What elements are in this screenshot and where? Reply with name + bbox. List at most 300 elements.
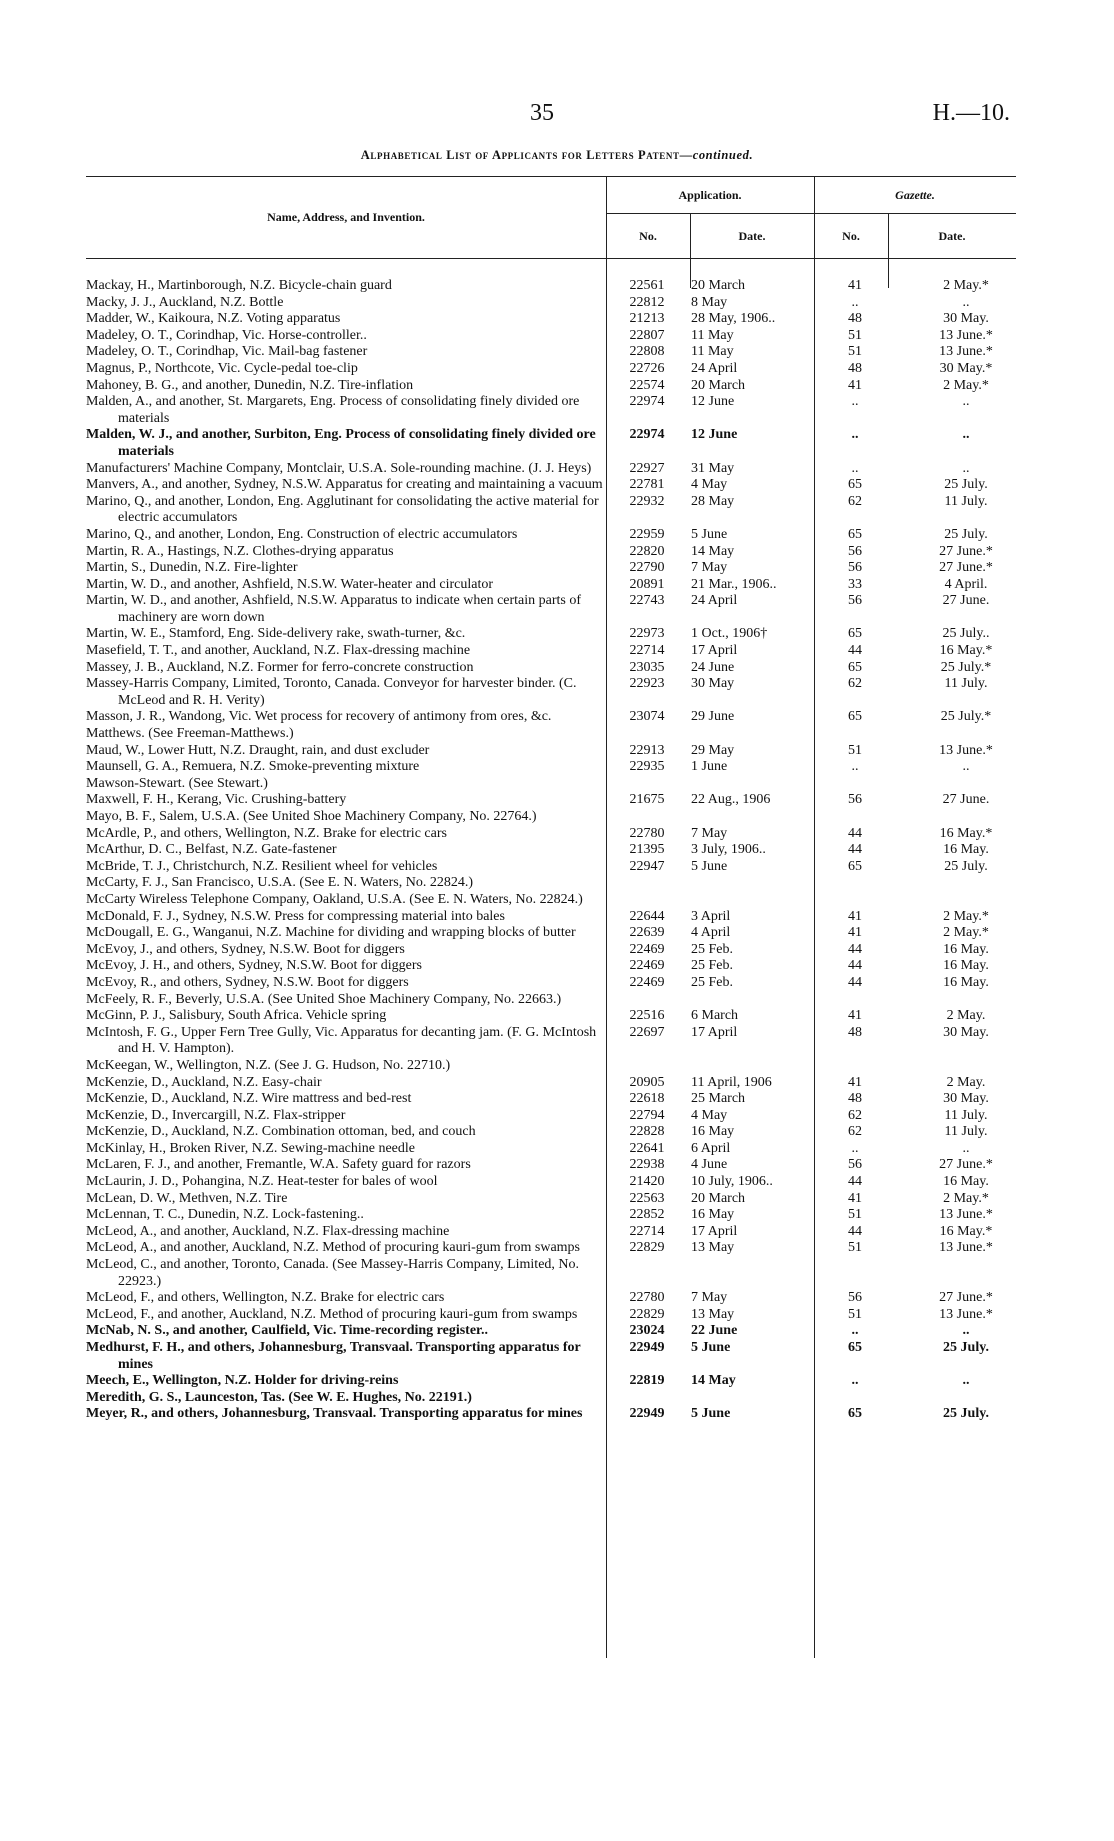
applicant-name: McLeod, F., and another, Auckland, N.Z. Method of procuring kauri-gum from swamps: [86, 1306, 578, 1322]
application-date: 6 March: [691, 1008, 739, 1024]
gazette-date: 13 June.*: [939, 344, 993, 360]
header-rule-bottom: [86, 258, 1016, 259]
gazette-number: ..: [851, 1373, 859, 1389]
table-row: [86, 1373, 1016, 1390]
gazette-number: 44: [848, 958, 862, 974]
gazette-date: 16 May.: [943, 1174, 989, 1190]
gazette-date: 13 June.*: [939, 742, 993, 758]
table-row: [86, 1025, 1016, 1058]
table-row: [86, 378, 1016, 395]
application-date: 5 June: [691, 858, 728, 874]
gazette-date: 30 May.: [943, 1091, 989, 1107]
gazette-date: 30 May.: [943, 1024, 989, 1040]
table-row: [86, 643, 1016, 660]
table-row: [86, 1157, 1016, 1174]
applicant-name: Maud, W., Lower Hutt, N.Z. Draught, rain, and dust excluder: [86, 742, 430, 758]
application-number: 22641: [629, 1140, 665, 1156]
table-row: [86, 1307, 1016, 1324]
table-row: [86, 1240, 1016, 1257]
applicant-name: Meyer, R., and others, Johannesburg, Transvaal. Transporting apparatus for mines: [86, 1406, 583, 1422]
gazette-number: 56: [848, 1157, 862, 1173]
table-row: [86, 527, 1016, 544]
gazette-date: 2 May.: [946, 1008, 986, 1024]
application-number: 22812: [629, 294, 665, 310]
table-row: [86, 1340, 1016, 1373]
gazette-date: ..: [962, 759, 970, 775]
table-row: [86, 560, 1016, 577]
gazette-date: 4 April.: [944, 576, 988, 592]
applicant-name: Madeley, O. T., Corindhap, Vic. Mail-bag fastener: [86, 344, 368, 360]
table-row: [86, 875, 1016, 892]
table-row: [86, 461, 1016, 478]
applicant-name: Mahoney, B. G., and another, Dunedin, N.Z. Tire-inflation: [86, 377, 414, 393]
gazette-date: 16 May.: [943, 958, 989, 974]
application-date: 7 May: [691, 560, 728, 576]
applicant-name: McGinn, P. J., Salisbury, South Africa. Vehicle spring: [86, 1008, 387, 1024]
table-row: [86, 726, 1016, 743]
table-row: [86, 593, 1016, 626]
gazette-date: 16 May.: [943, 842, 989, 858]
applicant-name: Manvers, A., and another, Sydney, N.S.W. Apparatus for creating and maintaining a vacuum: [86, 477, 603, 493]
gazette-date: 25 July..: [942, 626, 990, 642]
header-subrule: [606, 213, 1016, 214]
gazette-date: 13 June.*: [939, 1240, 993, 1256]
application-number: 22469: [629, 974, 665, 990]
application-number: 22974: [629, 427, 665, 443]
application-number: 22469: [629, 958, 665, 974]
applicant-name: Malden, A., and another, St. Margarets, Eng. Process of consolidating finely divided ore materials: [86, 394, 580, 426]
application-date: 24 June: [691, 659, 735, 675]
table-row: [86, 909, 1016, 926]
table-row: [86, 427, 1016, 460]
application-date: 25 Feb.: [691, 958, 733, 974]
application-date: 8 May: [691, 294, 728, 310]
application-date: 28 May, 1906..: [691, 311, 776, 327]
application-date: 5 June: [691, 1406, 731, 1422]
table-row: [86, 1108, 1016, 1125]
gazette-number: 41: [848, 377, 862, 393]
gazette-date: 2 May.*: [943, 278, 989, 293]
application-date: 22 Aug., 1906: [691, 792, 771, 808]
gazette-date: 27 June.*: [939, 560, 993, 576]
application-number: 22927: [629, 460, 665, 476]
application-number: 22935: [629, 759, 665, 775]
application-date: 11 May: [691, 327, 734, 343]
applicants-table: [86, 278, 1016, 1423]
title-continued: continued.: [692, 148, 754, 162]
table-row: [86, 577, 1016, 594]
application-date: 12 June: [691, 427, 738, 443]
application-number: 22820: [629, 543, 665, 559]
application-date: 14 May: [691, 543, 735, 559]
application-number: 22829: [629, 1240, 665, 1256]
gazette-number: 56: [848, 593, 862, 609]
gazette-date: 27 June.: [942, 593, 990, 609]
application-date: 13 May: [691, 1240, 735, 1256]
application-date: 1 Oct., 1906†: [691, 626, 768, 642]
gazette-date: 27 June.: [942, 792, 990, 808]
applicant-name: McNab, N. S., and another, Caulfield, Vic. Time-recording register..: [86, 1323, 488, 1339]
table-row: [86, 1390, 1016, 1407]
application-number: 22574: [629, 377, 665, 393]
document-reference: H.—10.: [932, 100, 1010, 126]
applicant-name: Masson, J. R., Wandong, Vic. Wet process for recovery of antimony from ores, &c.: [86, 709, 552, 725]
table-row: [86, 1207, 1016, 1224]
applicant-name: McFeely, R. F., Beverly, U.S.A. (See United Shoe Machinery Company, No. 22663.): [86, 991, 562, 1007]
application-number: 22807: [629, 327, 665, 343]
gazette-number: 51: [848, 1207, 862, 1223]
gazette-number: ..: [851, 460, 859, 476]
applicant-name: Mayo, B. F., Salem, U.S.A. (See United Shoe Machinery Company, No. 22764.): [86, 809, 537, 824]
gazette-number: 44: [848, 825, 862, 841]
applicant-name: Matthews. (See Freeman-Matthews.): [86, 726, 294, 742]
application-date: 16 May: [691, 1124, 735, 1140]
gazette-date: 25 July.: [943, 1406, 989, 1422]
gazette-date: 25 July.*: [940, 709, 992, 725]
gazette-date: 11 July.: [944, 493, 988, 509]
gazette-number: 41: [848, 908, 862, 924]
gazette-date: ..: [962, 460, 970, 476]
application-number: 22938: [629, 1157, 665, 1173]
application-date: 17 April: [691, 643, 738, 659]
application-date: 20 March: [691, 1190, 746, 1206]
gazette-date: 25 July.: [943, 1340, 989, 1355]
gazette-date: 13 June.*: [939, 1306, 993, 1322]
gazette-date: ..: [962, 1323, 970, 1339]
gazette-number: 65: [848, 858, 862, 874]
application-number: 21420: [629, 1174, 665, 1190]
table-row: [86, 626, 1016, 643]
application-number: 21213: [629, 311, 665, 327]
gazette-number: 51: [848, 1306, 862, 1322]
gazette-number: 44: [848, 1223, 862, 1239]
application-date: 17 April: [691, 1223, 738, 1239]
gazette-number: ..: [851, 394, 859, 410]
application-date: 12 June: [691, 394, 735, 410]
gazette-date: 27 June.*: [939, 1290, 993, 1306]
table-row: [86, 743, 1016, 760]
application-date: 4 May: [691, 1107, 728, 1123]
table-row: [86, 709, 1016, 726]
gazette-number: 65: [848, 626, 862, 642]
application-date: 24 April: [691, 360, 738, 376]
application-number: 22561: [629, 278, 665, 293]
application-date: 24 April: [691, 593, 738, 609]
application-number: 23024: [629, 1323, 665, 1339]
gazette-date: 13 June.*: [939, 1207, 993, 1223]
gazette-date: 2 May.: [946, 1074, 986, 1090]
application-number: 22794: [629, 1107, 665, 1123]
table-row: [86, 892, 1016, 909]
applicant-name: McLaurin, J. D., Pohangina, N.Z. Heat-tester for bales of wool: [86, 1174, 438, 1190]
gazette-number: 65: [848, 1340, 862, 1355]
applicant-name: McCarty Wireless Telephone Company, Oakland, U.S.A. (See E. N. Waters, No. 22824.): [86, 891, 583, 907]
applicant-name: McIntosh, F. G., Upper Fern Tree Gully, Vic. Apparatus for decanting jam. (F. G. McIntosh and H. V. Hampton).: [86, 1024, 597, 1057]
table-row: [86, 295, 1016, 312]
application-date: 29 May: [691, 742, 735, 758]
applicant-name: McEvoy, J., and others, Sydney, N.S.W. Boot for diggers: [86, 941, 405, 957]
application-date: 4 May: [691, 477, 728, 493]
application-date: 4 June: [691, 1157, 728, 1173]
gazette-number: 56: [848, 543, 862, 559]
applicant-name: McKinlay, H., Broken River, N.Z. Sewing-machine needle: [86, 1140, 415, 1156]
gazette-number: 56: [848, 792, 862, 808]
applicant-name: McEvoy, J. H., and others, Sydney, N.S.W. Boot for diggers: [86, 958, 422, 974]
gazette-date: 13 June.*: [939, 327, 993, 343]
applicant-name: McDonald, F. J., Sydney, N.S.W. Press for compressing material into bales: [86, 908, 505, 924]
column-header-gazette: [814, 188, 1016, 203]
application-number: 22974: [629, 394, 665, 410]
application-number: 22829: [629, 1306, 665, 1322]
application-number: 22697: [629, 1024, 665, 1040]
application-number: 22743: [629, 593, 665, 609]
application-number: 22790: [629, 560, 665, 576]
gazette-number: 62: [848, 493, 862, 509]
table-row: [86, 477, 1016, 494]
table-row: [86, 859, 1016, 876]
gazette-number: 41: [848, 1074, 862, 1090]
application-number: 22852: [629, 1207, 665, 1223]
applicant-name: McLean, D. W., Methven, N.Z. Tire: [86, 1190, 288, 1206]
applicant-name: McLennan, T. C., Dunedin, N.Z. Lock-fastening..: [86, 1207, 364, 1223]
application-date: 28 May: [691, 493, 735, 509]
applicant-name: Martin, S., Dunedin, N.Z. Fire-lighter: [86, 560, 298, 576]
table-row: [86, 1141, 1016, 1158]
gazette-number: ..: [851, 1323, 859, 1339]
gazette-number: 44: [848, 1174, 862, 1190]
application-number: 22923: [629, 676, 665, 692]
table-row: [86, 394, 1016, 427]
application-number: 22828: [629, 1124, 665, 1140]
applicant-name: Manufacturers' Machine Company, Montclair, U.S.A. Sole-rounding machine. (J. J. Heys): [86, 460, 592, 476]
table-row: [86, 278, 1016, 295]
gazette-number: 56: [848, 1290, 862, 1306]
applicant-name: Malden, W. J., and another, Surbiton, Eng. Process of consolidating finely divided ore materials: [86, 427, 596, 459]
gazette-number: 41: [848, 278, 862, 293]
gazette-number: ..: [851, 759, 859, 775]
applicant-name: Meredith, G. S., Launceston, Tas. (See W. E. Hughes, No. 22191.): [86, 1389, 472, 1405]
gazette-number: ..: [851, 1140, 859, 1156]
gazette-date: 27 June.*: [939, 543, 993, 559]
gazette-date: ..: [962, 1373, 970, 1389]
gazette-date: 16 May.*: [939, 825, 993, 841]
gazette-number: 48: [848, 311, 862, 327]
application-date: 11 May: [691, 344, 734, 360]
application-date: 3 April: [691, 908, 731, 924]
application-number: 22639: [629, 925, 665, 941]
application-number: 22913: [629, 742, 665, 758]
application-number: 22932: [629, 493, 665, 509]
applicant-name: McKenzie, D., Auckland, N.Z. Easy-chair: [86, 1074, 322, 1090]
application-number: 20891: [629, 576, 665, 592]
gazette-number: 41: [848, 1190, 862, 1206]
application-number: 22469: [629, 941, 665, 957]
table-row: [86, 1290, 1016, 1307]
gazette-number: 65: [848, 1406, 862, 1422]
table-row: [86, 1091, 1016, 1108]
applicant-name: Mawson-Stewart. (See Stewart.): [86, 775, 268, 791]
application-number: 22959: [629, 526, 665, 542]
gazette-number: 44: [848, 941, 862, 957]
table-row: [86, 1257, 1016, 1290]
gazette-number: 44: [848, 974, 862, 990]
application-date: 6 April: [691, 1140, 731, 1156]
gazette-date: 25 July.: [944, 477, 988, 493]
application-date: 3 July, 1906..: [691, 842, 766, 858]
applicant-name: Medhurst, F. H., and others, Johannesburg, Transvaal. Transporting apparatus for mines: [86, 1340, 581, 1372]
column-header-gazette-no: No.: [842, 229, 860, 243]
table-row: [86, 826, 1016, 843]
table-row: [86, 1406, 1016, 1423]
application-date: 29 June: [691, 709, 735, 725]
applicant-name: Massey, J. B., Auckland, N.Z. Former for ferro-concrete construction: [86, 659, 474, 675]
applicant-name: Mackay, H., Martinborough, N.Z. Bicycle-chain guard: [86, 278, 392, 293]
application-number: 22781: [629, 477, 665, 493]
table-row: [86, 1224, 1016, 1241]
table-row: [86, 975, 1016, 992]
gazette-date: 11 July.: [944, 1107, 988, 1123]
applicant-name: McLaren, F. J., and another, Fremantle, W.A. Safety guard for razors: [86, 1157, 471, 1173]
gazette-number: 62: [848, 1107, 862, 1123]
gazette-number: 62: [848, 676, 862, 692]
gazette-date: 25 July.*: [940, 659, 992, 675]
gazette-date: ..: [962, 394, 970, 410]
application-date: 13 May: [691, 1306, 735, 1322]
column-header-application: Application.: [678, 188, 742, 202]
table-row: [86, 942, 1016, 959]
applicant-name: Marino, Q., and another, London, Eng. Construction of electric accumulators: [86, 526, 518, 542]
table-row: [86, 1191, 1016, 1208]
table-row: [86, 776, 1016, 793]
table-row: [86, 1323, 1016, 1340]
gazette-date: 2 May.*: [943, 1190, 989, 1206]
application-date: 21 Mar., 1906..: [691, 576, 777, 592]
application-date: 11 April, 1906: [691, 1074, 772, 1090]
gazette-date: 2 May.*: [943, 925, 989, 941]
applicant-name: McEvoy, R., and others, Sydney, N.S.W. Boot for diggers: [86, 974, 409, 990]
application-number: 22819: [629, 1373, 665, 1389]
table-row: [86, 660, 1016, 677]
applicant-name: Macky, J. J., Auckland, N.Z. Bottle: [86, 294, 284, 310]
header-rule-top: [86, 176, 1016, 177]
applicant-name: Martin, R. A., Hastings, N.Z. Clothes-drying apparatus: [86, 543, 394, 559]
applicant-name: McArthur, D. C., Belfast, N.Z. Gate-fastener: [86, 842, 337, 858]
table-row: [86, 792, 1016, 809]
application-number: 22949: [629, 1406, 665, 1422]
application-date: 5 June: [691, 1340, 731, 1355]
application-date: 16 May: [691, 1207, 735, 1223]
gazette-number: 65: [848, 659, 862, 675]
gazette-number: 65: [848, 477, 862, 493]
applicant-name: McLeod, A., and another, Auckland, N.Z. Flax-dressing machine: [86, 1223, 450, 1239]
table-row: [86, 328, 1016, 345]
application-date: 25 Feb.: [691, 941, 733, 957]
page-number: 35: [530, 100, 554, 126]
table-row: [86, 344, 1016, 361]
application-number: 22644: [629, 908, 665, 924]
applicant-name: McCarty, F. J., San Francisco, U.S.A. (See E. N. Waters, No. 22824.): [86, 875, 473, 891]
application-number: 21395: [629, 842, 665, 858]
application-number: 22947: [629, 858, 665, 874]
gazette-number: 44: [848, 643, 862, 659]
table-row: [86, 1075, 1016, 1092]
application-number: 22516: [629, 1008, 665, 1024]
application-number: 22618: [629, 1091, 665, 1107]
applicant-name: McKeegan, W., Wellington, N.Z. (See J. G. Hudson, No. 22710.): [86, 1057, 451, 1073]
application-number: 20905: [629, 1074, 665, 1090]
applicant-name: Martin, W. E., Stamford, Eng. Side-delivery rake, swath-turner, &c.: [86, 626, 466, 642]
gazette-date: 30 May.: [943, 311, 989, 327]
column-header-gazette-date: Date.: [938, 229, 966, 243]
applicant-name: McArdle, P., and others, Wellington, N.Z. Brake for electric cars: [86, 825, 447, 841]
application-number: 23074: [629, 709, 665, 725]
gazette-number: 51: [848, 344, 862, 360]
application-date: 20 March: [691, 377, 746, 393]
application-date: 5 June: [691, 526, 728, 542]
applicant-name: McLeod, A., and another, Auckland, N.Z. Method of procuring kauri-gum from swamps: [86, 1240, 580, 1256]
application-date: 4 April: [691, 925, 731, 941]
application-date: 20 March: [691, 278, 746, 293]
table-row: [86, 992, 1016, 1009]
application-number: 22780: [629, 825, 665, 841]
application-number: 23035: [629, 659, 665, 675]
column-header-name: Name, Address, and Invention.: [267, 210, 425, 224]
table-row: [86, 676, 1016, 709]
application-date: 22 June: [691, 1323, 738, 1339]
application-date: 30 May: [691, 676, 735, 692]
gazette-date: ..: [962, 1140, 970, 1156]
application-date: 17 April: [691, 1024, 738, 1040]
table-row: [86, 1008, 1016, 1025]
gazette-date: ..: [962, 294, 970, 310]
application-number: 22714: [629, 1223, 665, 1239]
gazette-date: 30 May.*: [939, 360, 993, 376]
applicant-name: McLeod, C., and another, Toronto, Canada. (See Massey-Harris Company, Limited, No. 22923.): [86, 1257, 580, 1289]
title-main: Alphabetical List of Applicants for Letters Patent—: [360, 148, 693, 162]
table-row: [86, 842, 1016, 859]
table-row: [86, 311, 1016, 328]
table-row: [86, 809, 1016, 826]
gazette-number: 51: [848, 1240, 862, 1256]
gazette-number: ..: [851, 427, 859, 443]
gazette-number: 51: [848, 327, 862, 343]
gazette-number: 56: [848, 560, 862, 576]
applicant-name: Maunsell, G. A., Remuera, N.Z. Smoke-preventing mixture: [86, 759, 420, 775]
applicant-name: Martin, W. D., and another, Ashfield, N.S.W. Water-heater and circulator: [86, 576, 494, 592]
gazette-number: 51: [848, 742, 862, 758]
application-date: 7 May: [691, 1290, 728, 1306]
applicant-name: McKenzie, D., Auckland, N.Z. Combination ottoman, bed, and couch: [86, 1124, 476, 1140]
gazette-number: 65: [848, 526, 862, 542]
applicant-name: McDougall, E. G., Wanganui, N.Z. Machine for dividing and wrapping blocks of butter: [86, 925, 576, 941]
application-number: 22808: [629, 344, 665, 360]
application-date: 10 July, 1906..: [691, 1174, 773, 1190]
gazette-date: 25 July.: [944, 858, 988, 874]
applicant-name: McKenzie, D., Auckland, N.Z. Wire mattress and bed-rest: [86, 1091, 412, 1107]
gazette-number: ..: [851, 294, 859, 310]
gazette-date: 16 May.: [943, 941, 989, 957]
gazette-number: 41: [848, 925, 862, 941]
table-row: [86, 1174, 1016, 1191]
applicant-name: Madder, W., Kaikoura, N.Z. Voting apparatus: [86, 311, 341, 327]
gazette-date: 2 May.*: [943, 908, 989, 924]
table-row: [86, 1058, 1016, 1075]
gazette-number: 48: [848, 360, 862, 376]
application-number: 21675: [629, 792, 665, 808]
gazette-date: 2 May.*: [943, 377, 989, 393]
table-row: [86, 494, 1016, 527]
application-date: 31 May: [691, 460, 735, 476]
